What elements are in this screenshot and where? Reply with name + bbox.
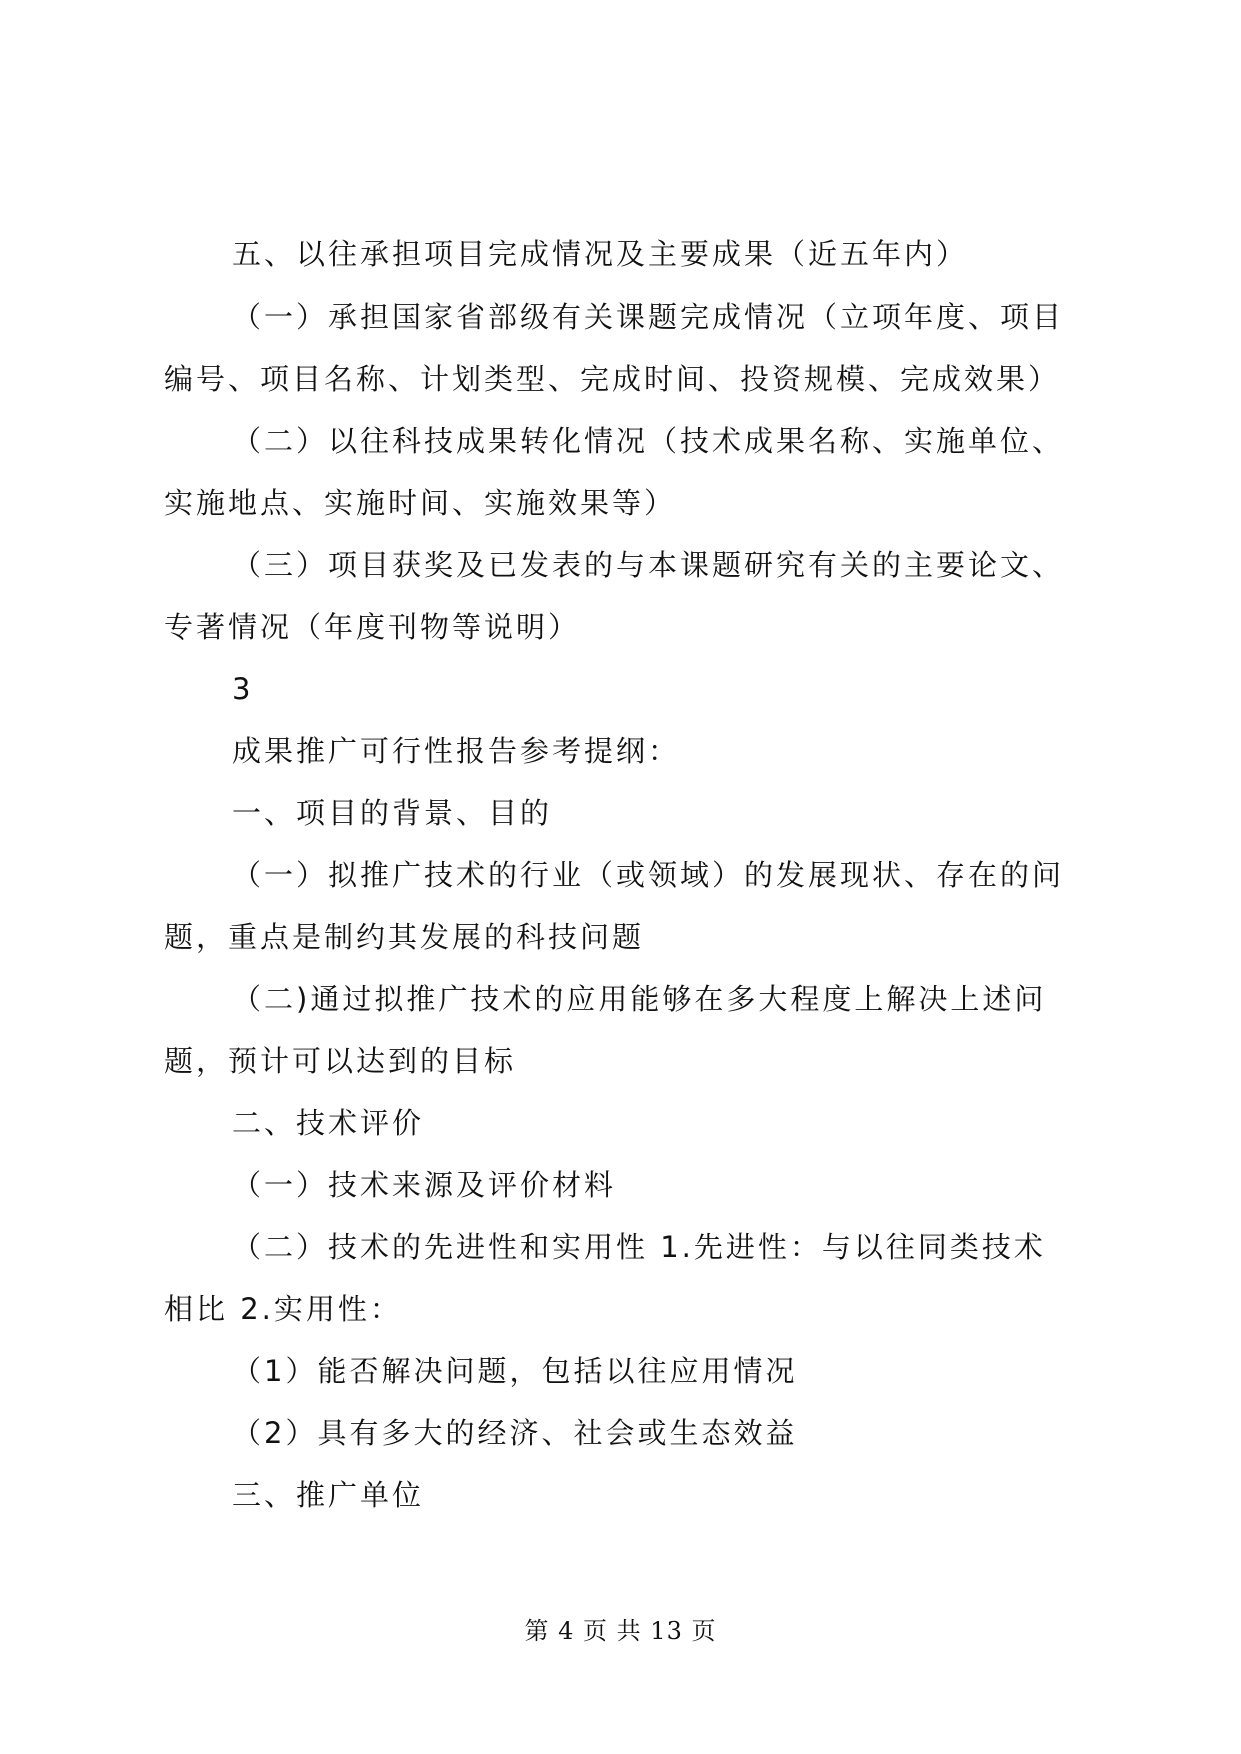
section-heading: 一、项目的背景、目的 xyxy=(232,796,553,830)
paragraph-line: （三）项目获奖及已发表的与本课题研究有关的主要论文、 xyxy=(232,548,1065,582)
paragraph-line: （一）技术来源及评价材料 xyxy=(232,1168,617,1202)
paragraph-line: 实施地点、实施时间、实施效果等） xyxy=(164,486,677,520)
paragraph-line: （一）承担国家省部级有关课题完成情况（立项年度、项目 xyxy=(232,300,1065,334)
paragraph-line: （二)通过拟推广技术的应用能够在多大程度上解决上述问 xyxy=(232,982,1047,1016)
paragraph-line: 编号、项目名称、计划类型、完成时间、投资规模、完成效果） xyxy=(164,362,1061,396)
paragraph-line: 专著情况（年度刊物等说明） xyxy=(164,610,581,644)
paragraph-line: 题，预计可以达到的目标 xyxy=(164,1044,517,1078)
paragraph-line: （一）拟推广技术的行业（或领域）的发展现状、存在的问 xyxy=(232,858,1065,892)
section-heading: 三、推广单位 xyxy=(232,1478,425,1512)
paragraph-line: （二）以往科技成果转化情况（技术成果名称、实施单位、 xyxy=(232,424,1065,458)
paragraph-line: （2）具有多大的经济、社会或生态效益 xyxy=(232,1416,798,1450)
page-footer: 第 4 页 共 13 页 xyxy=(524,1617,717,1645)
section-heading: 五、以往承担项目完成情况及主要成果（近五年内） xyxy=(232,237,969,271)
paragraph-line: （二）技术的先进性和实用性 1.先进性：与以往同类技术 xyxy=(232,1230,1046,1264)
section-heading: 二、技术评价 xyxy=(232,1106,425,1140)
paragraph-line: 相比 2.实用性： xyxy=(164,1292,402,1326)
paragraph-line: （1）能否解决问题，包括以往应用情况 xyxy=(232,1354,798,1388)
outline-title: 成果推广可行性报告参考提纲： xyxy=(232,734,681,768)
paragraph-line: 题，重点是制约其发展的科技问题 xyxy=(164,920,645,954)
page-number-text: 3 xyxy=(232,672,254,706)
